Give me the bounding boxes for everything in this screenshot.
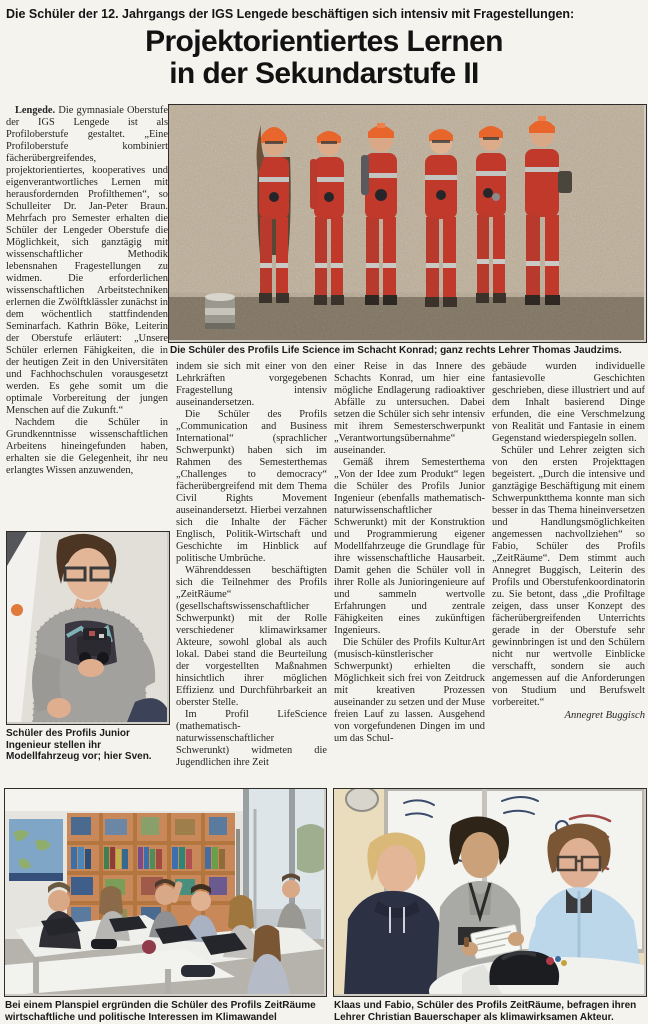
caption-life-science: Die Schüler des Profils Life Science im Schacht Konrad; ganz rechts Lehrer Thomas Jaudzims. (170, 345, 622, 356)
world-map (9, 819, 63, 881)
metal-bucket (205, 293, 235, 329)
paragraph: Nachdem die Schüler in Grundkenntnisse wissenschaftlichen Arbeitens hineingefunden haben, erhalten sie die Gelegenheit, ihr neu erlangtes Wissen anzuwenden, (6, 417, 168, 476)
text-column-2 (176, 361, 327, 782)
caption-interview: Klaas und Fabio, Schüler des Profils ZeitRäume, befragen ihren Lehrer Christian Bauerschaper als klimawirksamen Akteur. (334, 1000, 637, 1023)
text-column-1 (6, 105, 168, 529)
shoulder-bag (558, 171, 572, 193)
author-signature: Annegret Buggisch (564, 710, 645, 721)
article-headline (0, 26, 648, 90)
photo-planspiel-classroom (4, 788, 327, 997)
paragraph: Lengede. Die gymnasiale Oberstufe der IGS Lengede ist als Profiloberstufe gestaltet. „Eine Profiloberstufe kombiniert fächerübergreifendes, projektorientiertes, kooperatives und eigenverantwortliches Lernen mit herausfordernden Profilthemen“, so Schulleiter Dr. Jan-Peter Braun. Mehrfach pro Semester erhalten die Schüler der Lengeder Oberstufe die Möglichkeit, sich ganztägig mit wissenschaftlicher Methodik lebensnahen Fragestellungen zu widmen. Die erforderlichen wissenschaftlichen Arbeitstechniken erlernen die Zwölftklässler zunächst in dem wöchentlich stattfindenden Seminarfach. Kathrin Böke, Leiterin der Oberstufe erläutert: „Unsere Schüler erlernen Fähigkeiten, die in der heutigen Zeit in den Universitäten und Fachhochschulen vorausgesetzt werden. Es gehe somit um die optimale Vorbereitung der jungen Menschen auf die Zukunft.“ (6, 105, 168, 416)
dateline: Lengede. (15, 105, 56, 116)
caption-junior-engineer: Schüler des Profils Junior Ingenieur stellen ihr Modellfahrzeug vor; hier Sven. (6, 728, 152, 762)
photo-interview-teacher (333, 788, 647, 997)
photo-interview-illustration (334, 789, 644, 994)
paragraph: einer Reise in das Innere des Schachts Konrad, um hier eine mögliche Endlagerung radioaktiver Abfälle zu untersuchen. Dabei setzen die Schüler sich sehr intensiv mit ihrem Semesterschwerpunkt „Verantwortungsübernahme“ auseinander. (334, 361, 485, 456)
photo-junior-engineer (6, 531, 170, 725)
paragraph: Im Profil LifeScience (mathematisch-naturwissenschaftlicher Schwerunkt) widmeten die Jugendlichen ihre Zeit (176, 709, 327, 768)
caption-planspiel: Bei einem Planspiel ergründen die Schüler des Profils ZeitRäume wirtschaftliche und politische Interessen im Klimawandel (5, 1000, 316, 1023)
paragraph: gebäude wurden individuelle fantasievolle Geschichten geschrieben, diese illustriert und auf dem Inhalt basierend Dinge erfunden, die eine Verschmelzung von Realität und Fantasie in einem Gegenstand wiederspiegeln sollen. (492, 361, 645, 444)
headline-line-2: in der Sekundarstufe II (169, 57, 479, 90)
paragraph: Die Schüler des Profils KulturArt (musisch-künstlerischer Schwerpunkt) erhielten die Möglichkeit sich frei von Zeitdruck mit kreativen Prozessen auseinander zu setzen und der Muse freien Lauf zu lassen. Ausgehend von vorgefundenen Dingen im und um das Schul- (334, 637, 485, 744)
kicker-line: Die Schüler der 12. Jahrgangs der IGS Lengede beschäftigen sich intensiv mit Fragestellungen: (6, 7, 575, 21)
bookshelf (67, 813, 235, 937)
paragraph: Die Schüler des Profils „Communication and Business International“ (sprachlicher Schwerpunkt) haben sich im Rahmen des Semesterthemas „Challenges to democracy“ fächerübergreifend mit dem Thema Civil Rights Movement auseinandersetzt. Hierbei verzahnen sich die Inhalte der Fächer Englisch, Politik-Wirtschaft und Geschichte im Hinblick auf politische Umbrüche. (176, 409, 327, 564)
paragraph: indem sie sich mit einer von den Lehrkräften vorgegebenen Fragestellung intensiv auseinandersetzen. (176, 361, 327, 408)
text-column-3 (334, 361, 485, 782)
hand (78, 659, 104, 677)
clock-icon (346, 789, 378, 811)
orange-magnet (11, 604, 23, 616)
photo-life-science-schacht-konrad (168, 104, 647, 343)
photo-planspiel-illustration (5, 789, 324, 994)
paragraph: Währenddessen beschäftigten sich die Teilnehmer des Profils „ZeitRäume“ (gesellschaftswissenschaftlicher Schwerpunkt) mit der Rolle verschiedener klimawirksamer Akteure, sowohl global als auch lokal. Dabei stand die Beurteilung der vorgestellten Maßnahmen hinsichtlich ihrer möglichen Effizienz und Durchführbarkeit an oberster Stelle. (176, 565, 327, 708)
photo-junior-engineer-illustration (7, 532, 167, 722)
paragraph: Gemäß ihrem Semesterthema „Von der Idee zum Produkt“ legen die Schüler des Profils Junior Ingenieur (ebenfalls mathematisch-naturwissenschaftlicher Schwerunkt) mit der Konstruktion und Programmierung eigener Modellfahrzeuge die Grundlage für ihre wissenschaftliche Hausarbeit. Damit gehen die Schüler voll in ihrer Rolle als Junioringenieure auf und sammeln wertvolle Erfahrungen und zentrale Fähigkeiten eines zukünftigen Ingenieurs. (334, 457, 485, 636)
text-column-4 (492, 361, 645, 782)
paragraph: Schüler und Lehrer zeigten sich von den ersten Projekttagen begeistert. „Durch die intensive und ganztägige Beschäftigung mit einem Schwerpunktthema konnte man sich besser in das Thema hineinversetzen und Handlungsmöglichkeiten angemessen nachvollziehen“ so Fabio, Schüler des Profils „ZeitRäume“. Dem stimmt auch Annegret Buggisch, Leiterin des Profils und Oberstufenkoordinatorin zu. Sie betont, dass „die Profiltage zeigen, dass unser Konzept des fächerübergreifenden Unterrichts gerade in der Oberstufe sehr gewinnbringen ist und den Schülern nicht nur wertvolle Einblicke verschafft, sondern sie auch angemessen auf die Anforderungen von Studium und Berufswelt vorbereitet.“ (492, 445, 645, 708)
headline-line-1: Projektorientiertes Lernen (145, 25, 503, 58)
photo-life-science-illustration (169, 105, 644, 340)
hoodie (344, 891, 442, 994)
